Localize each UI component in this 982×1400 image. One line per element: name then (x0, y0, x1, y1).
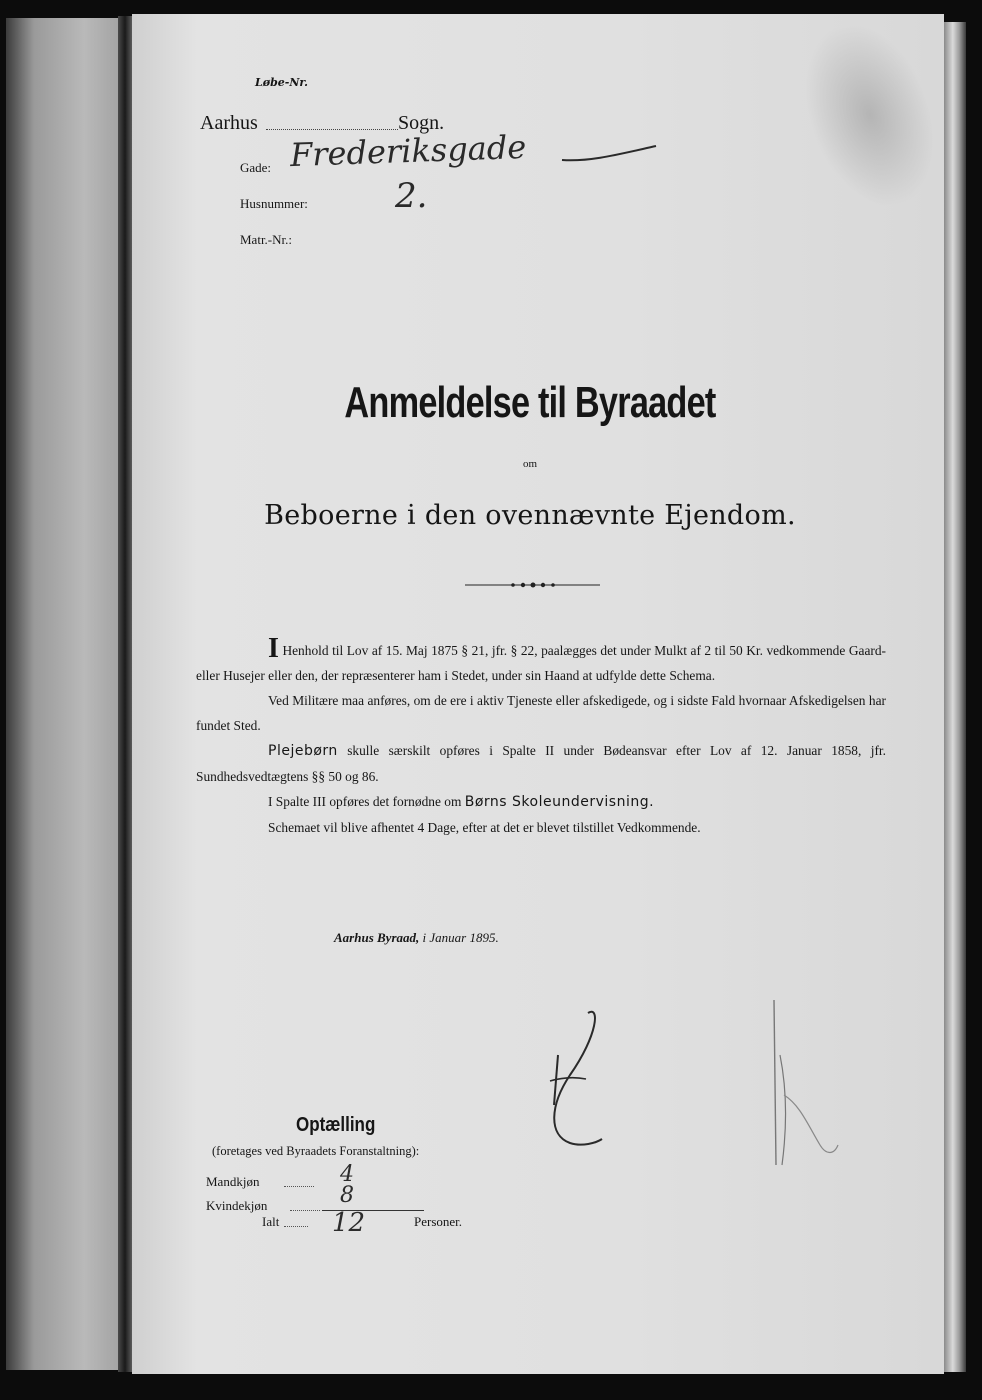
husnummer-label: Husnummer: (240, 196, 308, 211)
total-count-label: Ialt (262, 1214, 280, 1229)
handwritten-initial-mark (540, 1005, 610, 1150)
sogn-field-line (266, 129, 398, 130)
male-count-value: 4 (340, 1162, 354, 1187)
female-count-value: 8 (340, 1183, 354, 1208)
paragraph-foster (196, 738, 886, 789)
title-om: om (522, 458, 538, 470)
document-title: Anmeldelse til Byraadet (344, 378, 716, 427)
paragraph-law (196, 633, 887, 688)
total-count-value: 12 (332, 1208, 366, 1238)
gade-label: Gade: (240, 160, 272, 175)
faint-pencil-mark (760, 995, 840, 1170)
paragraph-collection: Schemaet vil blive afhentet 4 Dage, efter at det er blevet tilstillet Vedkommende. (268, 820, 701, 835)
page-stack-edge (944, 22, 966, 1372)
female-count-dots (290, 1210, 320, 1211)
signoff-authority: Aarhus Byraad, (334, 930, 420, 945)
female-count-label: Kvindekjøn (206, 1198, 268, 1213)
paragraph-schooling (196, 789, 886, 815)
document-subtitle: Beboerne i den ovennævnte Ejendom. (264, 500, 796, 531)
persons-label: Personer. (414, 1214, 463, 1229)
drop-cap: I (268, 633, 279, 664)
sogn-label: Sogn. (398, 112, 445, 134)
city-label: Aarhus (200, 112, 258, 134)
signoff (334, 930, 499, 946)
total-count-dots (284, 1226, 308, 1227)
paragraph-military: Ved Militære maa anføres, om de ere i aktiv Tjeneste eller afskedigede, og i sidste Fald hvornaar Afskedigelsen har fundet Sted. (196, 693, 886, 733)
gade-underline-flourish (560, 140, 660, 170)
paragraph-schooling-text: I Spalte III opføres det fornødne om (268, 794, 462, 809)
paragraph-foster-text: skulle særskilt opføres i Spalte II under Bødeansvar efter Lov af 12. Januar 1858, jfr. Sundhedsvedtægtens §§ 50 og 86. (196, 743, 886, 784)
male-count-label: Mandkjøn (206, 1174, 260, 1189)
gade-value-handwritten: Frederiksgade (289, 127, 527, 175)
husnummer-value-handwritten: 2. (395, 176, 428, 216)
male-count-dots (284, 1186, 314, 1187)
matr-nr-label: Matr.-Nr.: (240, 232, 292, 247)
count-title: Optælling (296, 1114, 376, 1136)
paragraph-law-text: Henhold til Lov af 15. Maj 1875 § 21, jfr. § 22, paalægges det under Mulkt af 2 til 50 Kr. vedkommende Gaard- eller Husejer eller den, der repræsenterer ham i Stedet, under sin Haand at udfylde dette Schema. (196, 643, 887, 683)
ornament-divider (465, 578, 600, 592)
count-subtitle: (foretages ved Byraadets Foranstaltning): (212, 1144, 420, 1158)
book-spine (118, 16, 132, 1372)
loebe-nr-label: Løbe-Nr. (255, 76, 308, 89)
signoff-date: i Januar 1895. (422, 930, 499, 945)
instructions-text (196, 633, 887, 840)
schooling-emphasis: Børns Skoleundervisning. (464, 794, 655, 810)
foster-children-emphasis: Plejebørn (268, 743, 338, 759)
left-page-edge (6, 18, 118, 1370)
